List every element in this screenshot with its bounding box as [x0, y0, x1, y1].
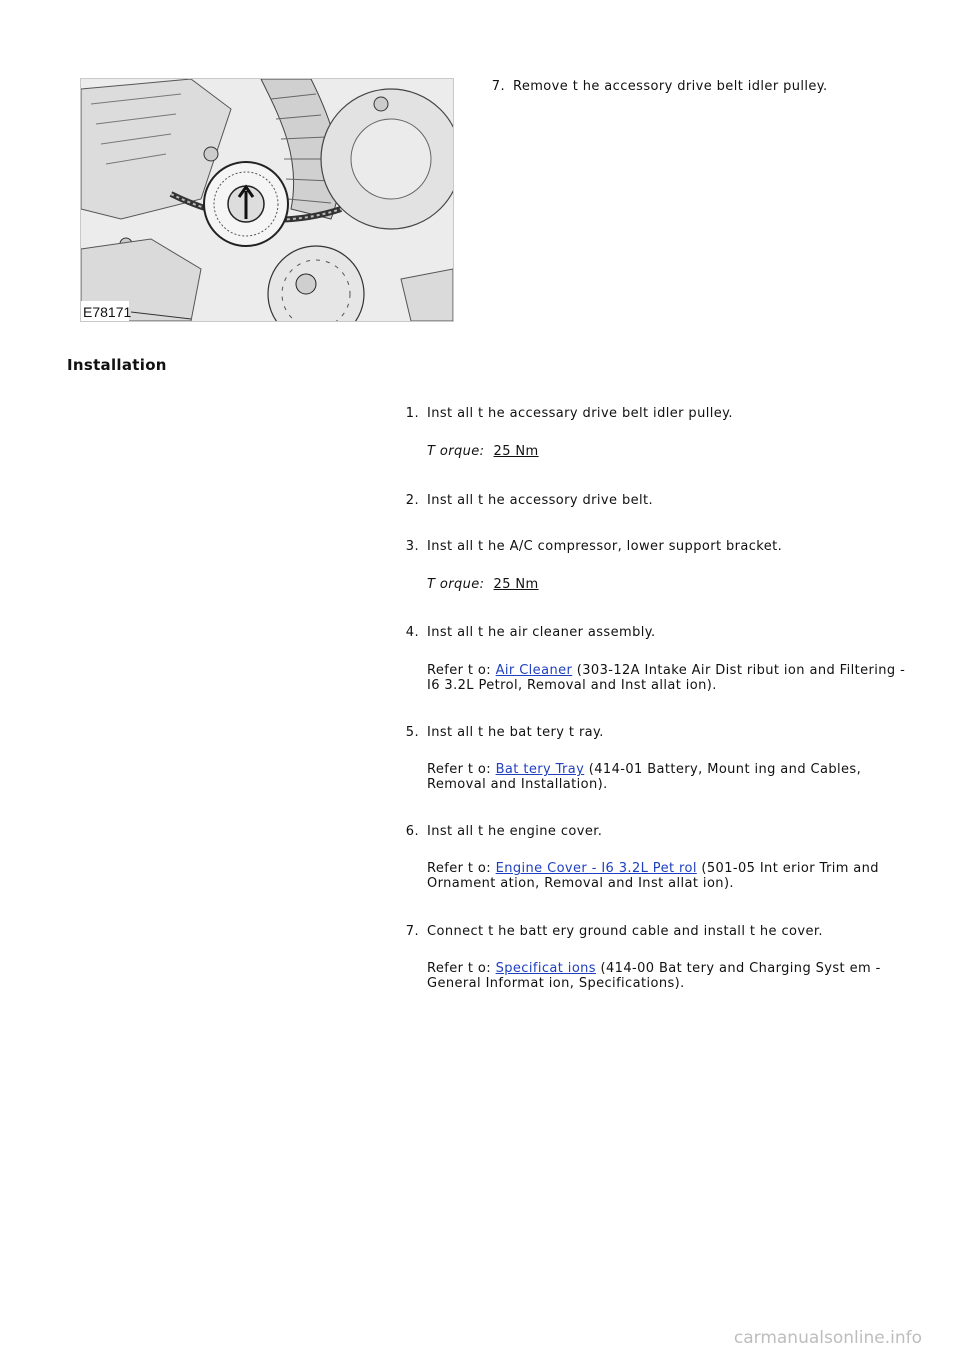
reference-line [427, 762, 861, 777]
pulley-illustration [80, 78, 454, 322]
step-text: Inst all t he accessory drive belt. [427, 493, 654, 508]
removal-step-number: 7. [491, 79, 505, 94]
engine-cover-link[interactable]: Engine Cover - I6 3.2L Pet rol [495, 861, 697, 876]
pulley-drawing [81, 79, 453, 321]
watermark-text: carmanualsonline.info [733, 1328, 922, 1348]
reference-line-2: Removal and Installation). [427, 777, 608, 792]
step-text: Inst all t he engine cover. [427, 824, 603, 839]
step-text: Inst all t he air cleaner assembly. [427, 625, 656, 640]
refer-prefix: Refer t o: [427, 762, 492, 777]
step-number: 1. [405, 406, 419, 421]
reference-line-2: Ornament ation, Removal and Inst allat ion). [427, 876, 734, 891]
reference-line-2: I6 3.2L Petrol, Removal and Inst allat ion). [427, 678, 717, 693]
torque-value: 25 Nm [493, 444, 539, 459]
step-number: 7. [405, 924, 419, 939]
torque-spec [427, 577, 539, 592]
step-text: Inst all t he accessary drive belt idler pulley. [427, 406, 733, 421]
refer-prefix: Refer t o: [427, 663, 492, 678]
torque-label: T orque: [427, 577, 485, 592]
refer-rest: (414-00 Bat tery and Charging Syst em - [595, 961, 881, 976]
step-number: 6. [405, 824, 419, 839]
torque-label: T orque: [427, 444, 485, 459]
torque-spec [427, 444, 539, 459]
refer-prefix: Refer t o: [427, 861, 492, 876]
torque-value: 25 Nm [493, 577, 539, 592]
step-text: Connect t he batt ery ground cable and install t he cover. [427, 924, 823, 939]
step-number: 5. [405, 725, 419, 740]
step-text: Inst all t he A/C compressor, lower support bracket. [427, 539, 783, 554]
refer-rest: (501-05 Int erior Trim and [696, 861, 879, 876]
refer-rest: (414-01 Battery, Mount ing and Cables, [584, 762, 862, 777]
section-heading: Installation [67, 356, 167, 374]
reference-line [427, 961, 881, 976]
reference-line-2: General Informat ion, Specifications). [427, 976, 685, 991]
figure-id-label: E78171 [83, 304, 132, 320]
removal-step-text: Remove t he accessory drive belt idler pulley. [513, 79, 828, 94]
reference-line [427, 861, 879, 876]
refer-prefix: Refer t o: [427, 961, 492, 976]
air-cleaner-link[interactable]: Air Cleaner [495, 663, 573, 678]
battery-tray-link[interactable]: Bat tery Tray [495, 762, 585, 777]
step-number: 2. [405, 493, 419, 508]
step-number: 3. [405, 539, 419, 554]
step-text: Inst all t he bat tery t ray. [427, 725, 604, 740]
reference-line [427, 663, 905, 678]
refer-rest: (303-12A Intake Air Dist ribut ion and Filtering - [572, 663, 906, 678]
footer-watermark [0, 1328, 960, 1348]
step-number: 4. [405, 625, 419, 640]
specifications-link[interactable]: Specificat ions [495, 961, 596, 976]
